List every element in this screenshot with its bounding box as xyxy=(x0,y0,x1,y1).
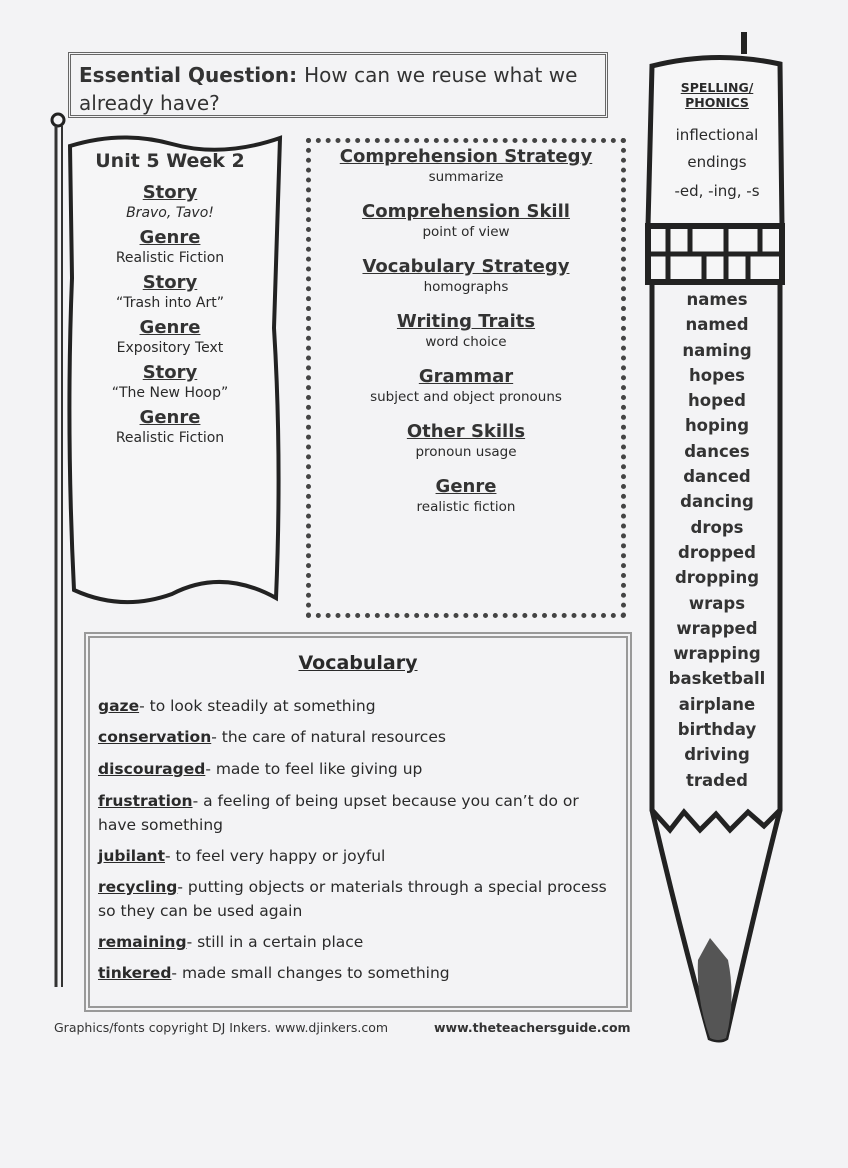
item-value: Expository Text xyxy=(116,340,224,356)
vocab-entry xyxy=(98,875,618,923)
vocab-word: gaze xyxy=(98,697,140,715)
skill-value: summarize xyxy=(428,169,504,185)
spelling-word: named xyxy=(685,315,749,335)
spelling-word: airplane xyxy=(678,694,756,714)
vocab-entry xyxy=(98,789,618,837)
spelling-topic-line2: endings xyxy=(687,153,747,171)
spelling-word: birthday xyxy=(677,720,757,740)
item-value: “Trash into Art” xyxy=(115,295,225,311)
spelling-word: dropped xyxy=(678,542,756,562)
spelling-word: danced xyxy=(683,467,751,487)
essential-question-text: How can we reuse what we already have? xyxy=(79,63,578,115)
vocab-definition: - a feeling of being upset because you can’t do or have something xyxy=(98,792,579,834)
spelling-title-line2: PHONICS xyxy=(685,95,749,110)
spelling-word: dancing xyxy=(680,492,754,512)
spelling-word: hoping xyxy=(684,416,750,436)
footer-copyright: Graphics/fonts copyright DJ Inkers. www.djinkers.com xyxy=(54,1020,389,1035)
spelling-word: wrapped xyxy=(676,618,758,638)
skill-value: word choice xyxy=(425,334,507,350)
flag-pole-graphic xyxy=(46,112,70,992)
spelling-word: dances xyxy=(684,441,750,461)
spelling-word: names xyxy=(686,290,748,309)
vocab-definition: - made small changes to something xyxy=(171,964,450,982)
skill-value: point of view xyxy=(422,224,510,240)
item-value: Bravo, Tavo! xyxy=(126,205,214,221)
vocab-word: remaining xyxy=(98,933,187,951)
spelling-word: drops xyxy=(690,517,744,537)
skill-value: pronoun usage xyxy=(415,444,517,460)
spelling-endings: -ed, -ing, -s xyxy=(674,182,760,200)
skill-heading: Grammar xyxy=(418,366,514,387)
spelling-title xyxy=(648,80,786,110)
vocab-entry xyxy=(98,844,618,868)
vocab-word: recycling xyxy=(98,878,178,896)
vocab-entry xyxy=(98,930,618,954)
spelling-word: hopes xyxy=(689,365,745,385)
spelling-word: driving xyxy=(684,745,750,765)
vocab-word: conservation xyxy=(98,728,212,746)
vocab-entry xyxy=(98,757,618,781)
vocab-definition: - made to feel like giving up xyxy=(205,760,423,778)
spelling-word: traded xyxy=(686,770,748,790)
vocab-entry xyxy=(98,961,618,985)
item-heading: Genre xyxy=(139,407,201,428)
vocab-definition: - to look steadily at something xyxy=(139,697,376,715)
item-heading: Story xyxy=(142,182,198,203)
skill-value: realistic fiction xyxy=(416,499,516,515)
skill-value: homographs xyxy=(423,279,509,295)
skill-heading: Comprehension Strategy xyxy=(339,146,593,167)
item-value: Realistic Fiction xyxy=(115,430,225,446)
vocab-word: frustration xyxy=(98,792,193,810)
vocab-word: discouraged xyxy=(98,760,206,778)
item-heading: Genre xyxy=(139,227,201,248)
skill-heading: Other Skills xyxy=(406,421,526,442)
vocab-definition: - still in a certain place xyxy=(186,933,364,951)
spelling-word: wraps xyxy=(688,593,746,613)
unit-info xyxy=(70,150,270,452)
item-value: Realistic Fiction xyxy=(115,250,225,266)
vocab-word: tinkered xyxy=(98,964,172,982)
vocabulary-title: Vocabulary xyxy=(298,652,418,674)
item-value: “The New Hoop” xyxy=(111,385,229,401)
item-heading: Story xyxy=(142,362,198,383)
item-heading: Story xyxy=(142,272,198,293)
vocab-entry xyxy=(98,694,618,718)
item-heading: Genre xyxy=(139,317,201,338)
spelling-title-line1: SPELLING/ xyxy=(680,80,754,95)
essential-question-box xyxy=(68,52,608,118)
spelling-topic-line1: inflectional xyxy=(675,126,759,144)
skill-heading: Writing Traits xyxy=(396,311,536,332)
spelling-word: dropping xyxy=(674,568,760,588)
spelling-word: basketball xyxy=(668,669,766,689)
vocab-definition: - to feel very happy or joyful xyxy=(164,847,386,865)
footer-site: www.theteachersguide.com xyxy=(434,1020,631,1035)
vocab-definition: - the care of natural resources xyxy=(211,728,446,746)
spelling-word-list xyxy=(648,287,786,793)
skill-value: subject and object pronouns xyxy=(370,389,562,405)
skill-heading: Genre xyxy=(435,476,497,497)
vocab-definition: - putting objects or materials through a special process so they can be used again xyxy=(98,878,607,920)
vocab-entry xyxy=(98,725,618,749)
skill-heading: Vocabulary Strategy xyxy=(362,256,570,277)
unit-week-title: Unit 5 Week 2 xyxy=(95,150,245,172)
spelling-word: wrapping xyxy=(673,644,761,664)
spelling-topic xyxy=(648,122,786,176)
skill-heading: Comprehension Skill xyxy=(362,201,570,222)
vocab-word: jubilant xyxy=(98,847,165,865)
spelling-word: naming xyxy=(682,340,752,360)
spelling-word: hoped xyxy=(688,391,746,411)
skills-list xyxy=(310,146,622,531)
essential-question-label: Essential Question: xyxy=(79,63,298,87)
